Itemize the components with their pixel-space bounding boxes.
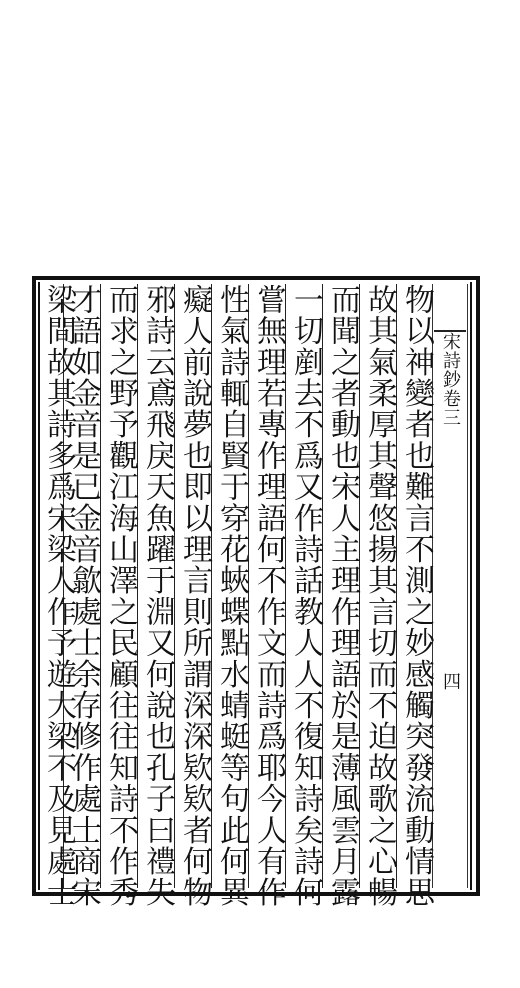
fishtail-mark: [434, 330, 466, 332]
text-column: 嘗無理若專作理語何不作文而詩爲耶今人有作: [251, 284, 286, 908]
text-column: 而求之野予觀江海山澤之民顧往往知詩不作秀: [103, 284, 138, 908]
text-column: 性氣詩輒自賢于穿花蛺蝶點水蜻蜓等句此何異: [214, 284, 249, 908]
margin-title: 宋詩鈔卷三: [440, 332, 461, 427]
frame-inner-right-rule: [470, 282, 472, 890]
text-column: 才語如金音是已金音歙處士余存修作處士商宋: [66, 284, 101, 908]
margin-page-number: 四: [440, 672, 461, 690]
text-column: 邪詩云鳶飛戾天魚躍于淵又何說也孔子曰禮失: [140, 284, 175, 908]
margin-rule-right: [467, 284, 468, 888]
text-column: 癡人前說夢也即以理言則所謂深深欵欵者何物: [177, 284, 212, 908]
text-column: 一切剷去不爲又作詩話教人人不復知詩矣詩何: [288, 284, 323, 908]
text-column: 故其氣柔厚其聲悠揚其言切而不迫故歌之心暢: [362, 284, 397, 908]
text-column: 而聞之者動也宋人主理作理語於是薄風雲月露: [325, 284, 360, 908]
text-column: 梁間故其詩多爲宋梁人作予遊大梁不及見處士: [41, 284, 76, 908]
text-column: 物以神變者也難言不測之妙感觸突發流動情思: [399, 284, 434, 908]
page-margin-column: [432, 282, 468, 890]
